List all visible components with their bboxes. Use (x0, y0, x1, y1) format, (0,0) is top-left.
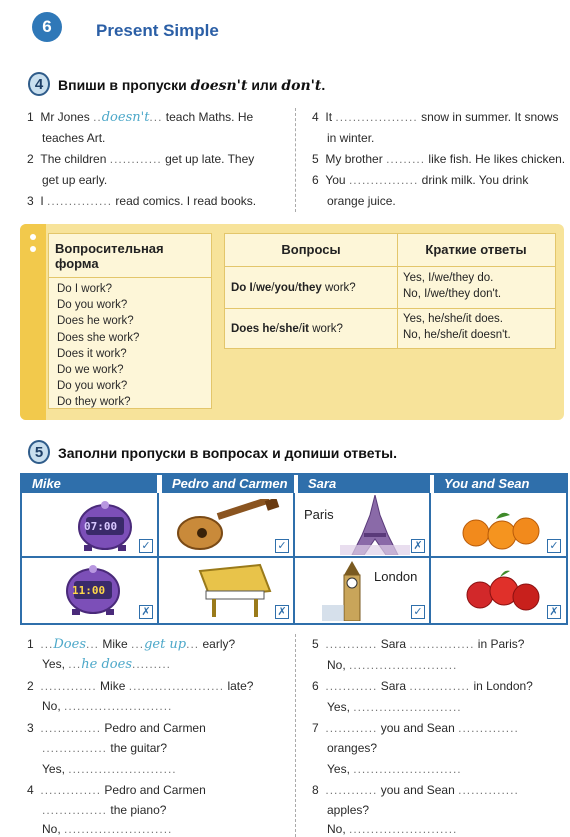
ex5-q2-short-answer[interactable]: ......................... (64, 699, 173, 713)
col-header-short-answers: Краткие ответы (425, 242, 527, 257)
ex5-q8-short-answer[interactable]: ......................... (349, 822, 458, 836)
ex4-item-3-blank[interactable]: ............... (47, 194, 113, 208)
ex5-q5-blank-verb[interactable]: ............... (409, 637, 475, 651)
ex4-item-2-blank[interactable]: ............ (109, 152, 162, 166)
you-sean-top-mark[interactable]: ✓ (547, 539, 561, 553)
piano-icon (190, 561, 276, 619)
grid-divider (22, 556, 566, 558)
ex5-answer-3: Yes, ......................... (42, 762, 177, 776)
ex5-question-8: 8 ............ you and Sean .............. (312, 783, 519, 797)
question-row-2: Does he/she/it work? (231, 323, 343, 335)
grid-divider (293, 493, 295, 623)
short-answer-no-1: No, I/we/they don't. (403, 288, 502, 300)
ex5-question-5: 5 ............ Sara ............... in Paris? (312, 637, 525, 651)
ex5-q7-blank-verb[interactable]: .............. (458, 721, 519, 735)
ex5-question-7-cont: oranges? (327, 741, 378, 755)
ex4-item-5-blank[interactable]: ......... (386, 152, 426, 166)
ex4-item-3: 3 I ............... read comics. I read books. (27, 194, 257, 208)
ex5-question-4-cont: ............... the piano? (42, 803, 167, 817)
ex4-item-1-answer[interactable]: doesn't (101, 110, 150, 125)
ex5-answer-1: Yes, ...he does......... (42, 657, 172, 672)
question-row-1: Do I/we/you/they work? (231, 282, 356, 294)
ex5-q4-blank-aux[interactable]: .............. (40, 783, 102, 797)
paris-label: Paris (304, 507, 334, 522)
ex5-q5-short-answer[interactable]: ......................... (349, 658, 458, 672)
ex5-question-6: 6 ............ Sara .............. in London? (312, 679, 533, 693)
ex5-q8-blank-aux[interactable]: ............ (325, 783, 378, 797)
ex5-q7-short-answer[interactable]: ......................... (353, 762, 462, 776)
picture-grid (20, 473, 568, 625)
exercise-4-instruction: Впиши в пропуски doesn't или don't. (58, 77, 326, 94)
clock-time-bottom: 11:00 (72, 584, 106, 597)
pedro-top-mark[interactable]: ✓ (275, 539, 289, 553)
london-label: London (374, 569, 418, 584)
grid-header-pedro-carmen: Pedro and Carmen (160, 475, 294, 493)
questions-answers-table (224, 233, 556, 349)
ex4-item-2-line2: get up early. (42, 173, 108, 187)
question-form-item: Does she work? (57, 331, 140, 344)
ex5-answer-5: No, ......................... (327, 658, 458, 672)
ex4-item-4-line2: in winter. (327, 131, 375, 145)
ex5-q6-short-answer[interactable]: ......................... (353, 700, 462, 714)
ex5-q6-blank-aux[interactable]: ............ (325, 679, 378, 693)
ex5-question-3: 3 .............. Pedro and Carmen (27, 721, 206, 735)
ex5-q7-blank-aux[interactable]: ............ (325, 721, 378, 735)
ex5-question-1: 1 ...Does... Mike ...get up... early? (27, 637, 236, 652)
ex5-q4-blank-verb[interactable]: ............... (42, 803, 108, 817)
guitar-icon (172, 499, 282, 553)
clock-time-top: 07:00 (84, 520, 118, 533)
question-form-panel (48, 233, 212, 409)
ex5-question-4: 4 .............. Pedro and Carmen (27, 783, 206, 797)
ex5-q3-blank-verb[interactable]: ............... (42, 741, 108, 755)
question-form-item: Do we work? (57, 364, 124, 377)
ex5-q3-short-answer[interactable]: ......................... (68, 762, 177, 776)
question-form-item: Does he work? (57, 315, 134, 328)
ex5-answer-6: Yes, ......................... (327, 700, 462, 714)
ex4-item-6: 6 You ................ drink milk. You drink (312, 173, 529, 187)
exercise-5-instruction: Заполни пропуски в вопросах и допиши ответы. (58, 445, 398, 461)
ex5-q3-blank-aux[interactable]: .............. (40, 721, 102, 735)
grid-header-sara: Sara (296, 475, 430, 493)
strip-dot-icon (30, 246, 36, 252)
ex4-item-4-blank[interactable]: ................... (335, 110, 418, 124)
short-answer-yes-1: Yes, I/we/they do. (403, 272, 494, 284)
ex4-column-divider (295, 108, 296, 212)
sara-top-mark[interactable]: ✗ (411, 539, 425, 553)
ex4-item-1: 1 Mr Jones ..doesn't... teach Maths. He (27, 110, 254, 125)
ex5-q6-blank-verb[interactable]: .............. (409, 679, 471, 693)
question-form-item: Do you work? (57, 299, 128, 312)
ex5-q1-answer-aux[interactable]: Does (53, 637, 86, 652)
col-header-questions: Вопросы (281, 242, 341, 257)
pedro-bottom-mark[interactable]: ✗ (275, 605, 289, 619)
unit-number-badge: 6 (32, 12, 62, 42)
grid-divider (157, 493, 159, 623)
grid-header-you-sean: You and Sean (432, 475, 566, 493)
sara-bottom-mark[interactable]: ✓ (411, 605, 425, 619)
question-form-item: Do they work? (57, 396, 131, 409)
ex5-column-divider (295, 634, 296, 837)
you-sean-bottom-mark[interactable]: ✗ (547, 605, 561, 619)
ex4-item-1-line2: teaches Art. (42, 131, 106, 145)
exercise-4-number: 4 (28, 72, 50, 96)
ex5-q8-blank-verb[interactable]: .............. (458, 783, 519, 797)
ex5-q2-blank-aux[interactable]: ............. (40, 679, 97, 693)
ex5-question-2: 2 ............. Mike ...................... late? (27, 679, 254, 693)
short-answer-no-2: No, he/she/it doesn't. (403, 329, 511, 341)
ex5-answer-2: No, ......................... (42, 699, 173, 713)
grammar-box-strip (20, 224, 46, 420)
question-form-item: Do you work? (57, 380, 128, 393)
strip-dot-icon (30, 234, 36, 240)
grid-header-mike: Mike (22, 475, 157, 493)
ex5-question-7: 7 ............ you and Sean .............. (312, 721, 519, 735)
ex4-item-2: 2 The children ............ get up late. They (27, 152, 255, 166)
ex5-q1-short-answer[interactable]: he does (81, 657, 132, 672)
exercise-5-number: 5 (28, 440, 50, 464)
ex4-item-6-blank[interactable]: ................ (348, 173, 419, 187)
eiffel-tower-icon (340, 495, 410, 555)
ex5-q1-answer-verb[interactable]: get up (144, 637, 187, 652)
ex5-question-3-cont: ............... the guitar? (42, 741, 168, 755)
ex5-q5-blank-aux[interactable]: ............ (325, 637, 378, 651)
lesson-title: Present Simple (96, 21, 219, 40)
ex5-answer-4: No, ......................... (42, 822, 173, 836)
ex5-question-8-cont: apples? (327, 803, 370, 817)
question-form-item: Does it work? (57, 347, 127, 360)
table-row-divider (225, 266, 555, 267)
question-form-item: Do I work? (57, 283, 112, 295)
ex4-item-4: 4 It ................... snow in summer. It snows (312, 110, 559, 124)
question-form-list (49, 278, 211, 411)
grid-divider (429, 493, 431, 623)
table-row-divider (225, 308, 555, 309)
question-form-header: Вопросительная форма (49, 234, 211, 278)
mike-top-mark[interactable]: ✓ (139, 539, 153, 553)
apples-icon (464, 565, 544, 615)
oranges-icon (460, 503, 546, 553)
ex5-answer-8: No, ......................... (327, 822, 458, 836)
mike-bottom-mark[interactable]: ✗ (139, 605, 153, 619)
short-answer-yes-2: Yes, he/she/it does. (403, 313, 503, 325)
ex4-item-5: 5 My brother ......... like fish. He likes chicken. (312, 152, 566, 166)
ex4-item-6-line2: orange juice. (327, 194, 396, 208)
ex5-q2-blank-verb[interactable]: ...................... (128, 679, 225, 693)
big-ben-icon (322, 561, 382, 621)
ex5-answer-7: Yes, ......................... (327, 762, 462, 776)
ex5-q4-short-answer[interactable]: ......................... (64, 822, 173, 836)
